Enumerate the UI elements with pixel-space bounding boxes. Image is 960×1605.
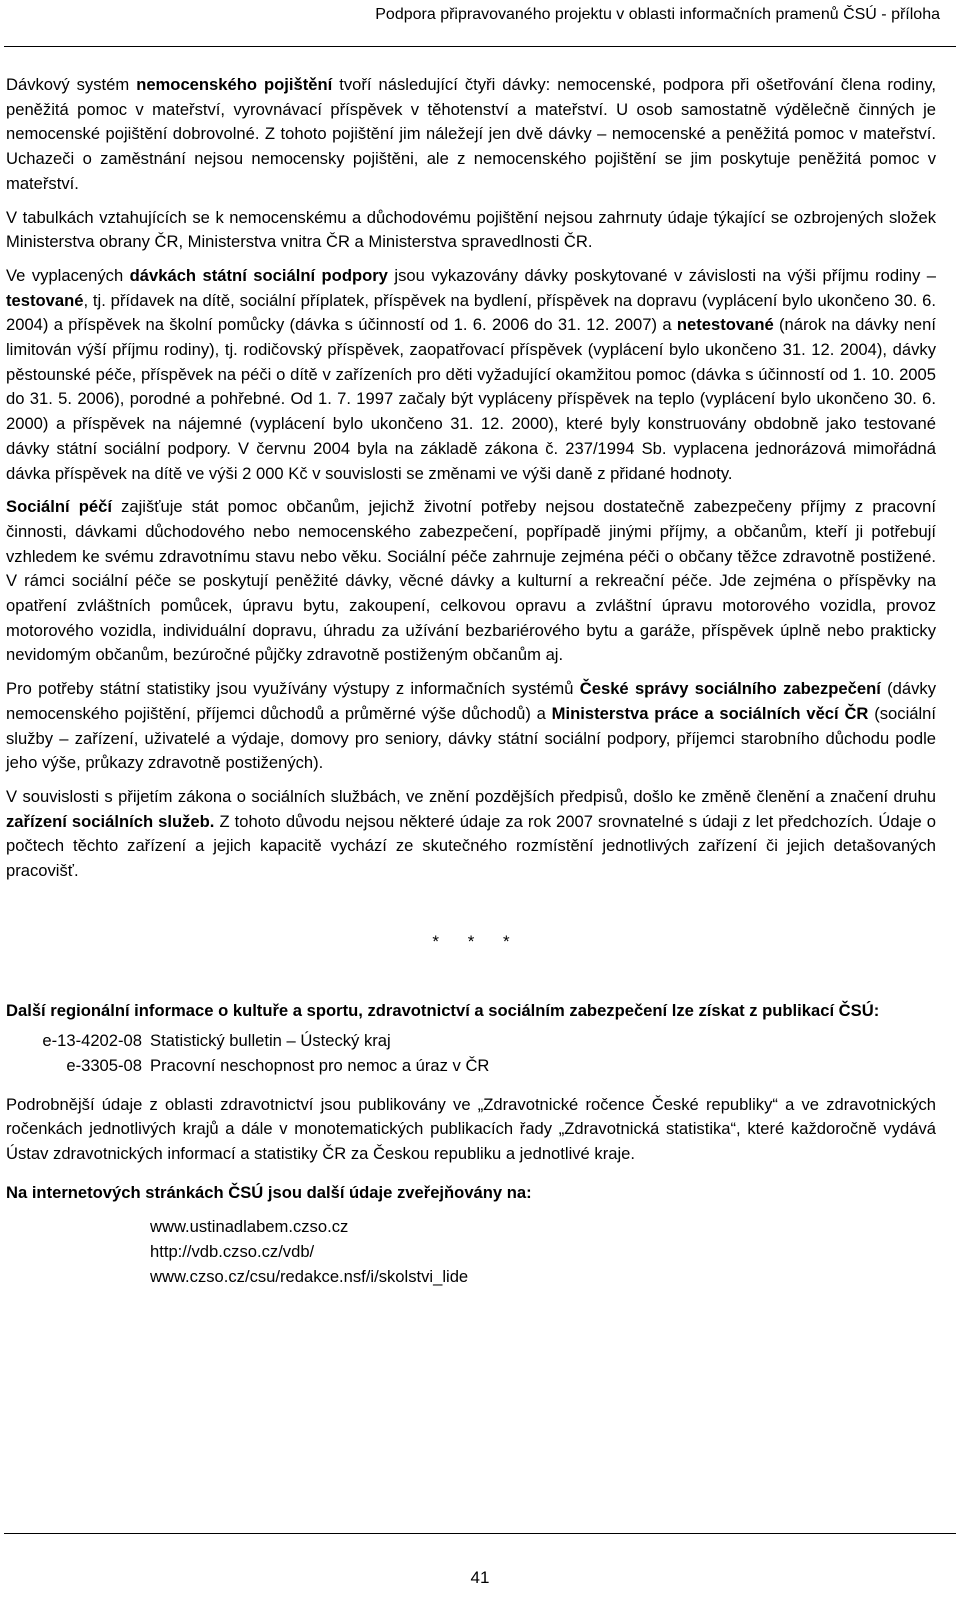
paragraph-social-care bbox=[6, 495, 936, 668]
text-run: Dávkový systém bbox=[6, 75, 137, 94]
bold-term: České správy sociálního zabezpečení bbox=[579, 679, 881, 699]
bold-term: nemocenského pojištění bbox=[136, 75, 333, 94]
separator-star: * bbox=[503, 931, 510, 951]
text-run: tvoří následující čtyři dávky: nemocenské, podpora při ošetřování člena rodiny, peněžitá pomoc v mateřství, vyrovnávací příspěvek v těhotenství a mateřství. U osob samostatně výdělečně činných je nemocenské pojištění dobrovolné. Z tohoto pojištění jim náležejí jen dvě dávky – nemocenské a peněžitá pomoc v mateřství. Uchazeči o zaměstnání nejsou nemocensky pojištěni, ale z nemocenského pojištění se jim poskytuje peněžitá pomoc v mateřství. bbox=[6, 75, 937, 193]
text-run: zajišťuje stát pomoc občanům, jejichž životní potřeby nejsou dostatečně zabezpečeny příjmy z pracovní činnosti, dávkami důchodového nebo nemocenského zabezpečení, popřípadě jinými příjmy, a občanům, kteří ji potřebují vzhledem ke svému zdravotnímu stavu nebo věku. Sociální péče zahrnuje zejména péči o občany těžce zdravotně postižené. V rámci sociální péče se poskytují peněžité dávky, věcné dávky a kulturní a rekreační péče. Jde zejména o příspěvky na opatření zvláštních pomůcek, úpravu bytu, zakoupení, celkovou opravu a zvláštní úpravu motorového vozidla, provoz motorového vozidla, individuální dopravu, úhradu za užívání bezbariérového bytu a garáže, příspěvek úplně nebo prakticky nevidomým občanům, bezúročné půjčky zdravotně postiženým občanům aj. bbox=[6, 497, 936, 665]
bold-term: Ministerstva práce a sociálních věcí ČR bbox=[551, 703, 869, 723]
bold-term: netestované bbox=[676, 315, 774, 335]
header-title: Podpora připravovaného projektu v oblasti informačních pramenů ČSÚ - příloha bbox=[375, 6, 940, 23]
bold-term: testované bbox=[6, 290, 84, 310]
publication-title: Statistický bulletin – Ústecký kraj bbox=[150, 1031, 391, 1051]
header-divider bbox=[4, 46, 956, 47]
document-body bbox=[6, 73, 936, 1290]
text-run: Z tohoto důvodu nejsou některé údaje za rok 2007 srovnatelné s údaji z let předchozích. Údaje o počtech těchto zařízení a jejich kapacitě vychází ze skutečného rozmístění jednotlivých zařízení či jejich detašovaných pracovišť. bbox=[6, 811, 936, 881]
publication-code: e-13-4202-08 bbox=[42, 1031, 142, 1051]
further-info-heading: Další regionální informace o kultuře a sportu, zdravotnictví a sociálním zabezpečení lze získat z publikací ČSÚ: bbox=[6, 1000, 880, 1020]
text-run: (sociální služby – zařízení, uživatelé a výdaje, domovy pro seniory, dávky státní sociální podpory, příjemci starobního důchodu podle jeho výše, průkazy zdravotně postižených). bbox=[6, 703, 937, 773]
separator-star: * bbox=[467, 931, 475, 951]
web-link[interactable]: www.czso.cz/csu/redakce.nsf/i/skolstvi_lide bbox=[150, 1266, 469, 1286]
paragraph-social-services-law bbox=[6, 785, 936, 884]
text-run: Pro potřeby státní statistiky jsou využívány výstupy z informačních systémů bbox=[6, 679, 580, 699]
text-run: Ve vyplacených bbox=[6, 265, 130, 285]
web-link[interactable]: www.ustinadlabem.czso.cz bbox=[150, 1217, 349, 1237]
text-run: V souvislosti s přijetím zákona o sociálních službách, ve znění pozdějších předpisů, došlo ke změně členění a značení druhu bbox=[6, 786, 936, 806]
section-separator bbox=[6, 930, 936, 955]
web-links-list bbox=[150, 1215, 936, 1289]
footer-divider bbox=[4, 1533, 956, 1534]
page-number: 41 bbox=[470, 1568, 490, 1587]
bold-term: Sociální péčí bbox=[6, 497, 112, 517]
paragraph-state-social-support bbox=[6, 264, 936, 486]
paragraph-health-publications: Podrobnější údaje z oblasti zdravotnictví jsou publikovány ve „Zdravotnické ročence České republiky“ a ve zdravotnických ročenkách jednotlivých krajů a dále v monotematických publikacích řady „Zdravotnická statistika“, které každoročně vydává Ústav zdravotnických informací a statistiky ČR za Českou republiku a jednotlivé kraje. bbox=[6, 1094, 936, 1164]
separator-star: * bbox=[432, 931, 439, 951]
publication-list bbox=[6, 1029, 936, 1078]
paragraph-sickness-insurance bbox=[6, 73, 936, 197]
text-run: jsou vykazovány dávky poskytované v závislosti na výši příjmu rodiny – bbox=[387, 265, 936, 285]
text-run: (nárok na dávky není limitován výší příjmu rodiny), tj. rodičovský příspěvek, zaopatřovací příspěvek (vyplácení bylo ukončeno 31. 12. 2004), dávky pěstounské péče, příspěvek na péči o dítě v zařízeních pro děti vyžadující okamžitou pomoc (dávka s účinností od 1. 10. 2005 do 31. 5. 2006), porodné a pohřebné. Od 1. 7. 1997 začaly být vypláceny příspěvek na teplo (vyplácení bylo ukončeno 30. 6. 2000) a příspěvek na nájemné (vyplácení bylo ukončeno 31. 12. 2000), které byly konstruovány obdobně jako testované dávky státní sociální podpory. V červnu 2004 byla na základě zákona č. 237/1994 Sb. vyplacena jednorázová mimořádná dávka příspěvek na dítě ve výši 2 000 Kč v souvislosti se změnami ve výši daně z přidané hodnoty. bbox=[6, 315, 936, 483]
publication-item bbox=[6, 1029, 936, 1054]
publication-item bbox=[6, 1054, 936, 1079]
text-run: V tabulkách vztahujících se k nemocenskému a důchodovému pojištění nejsou zahrnuty údaje týkající se ozbrojených složek Ministerstva obrany ČR, Ministerstva vnitra ČR a Ministerstva spravedlnosti ČR. bbox=[6, 207, 936, 252]
bold-term: zařízení sociálních služeb. bbox=[6, 811, 215, 831]
web-links-heading: Na internetových stránkách ČSÚ jsou další údaje zveřejňovány na: bbox=[6, 1182, 532, 1202]
web-link[interactable]: http://vdb.czso.cz/vdb/ bbox=[150, 1242, 315, 1262]
publication-title: Pracovní neschopnost pro nemoc a úraz v ČR bbox=[150, 1055, 490, 1075]
page-header bbox=[0, 0, 960, 48]
text-run: , tj. přídavek na dítě, sociální příplatek, příspěvek na bydlení, příspěvek na dopravu (vyplácení bylo ukončeno 30. 6. 2004) a příspěvek na školní pomůcky (dávka s účinností od 1. 6. 2006 do 31. 12. 2007) a bbox=[6, 290, 936, 335]
bold-term: dávkách státní sociální podpory bbox=[129, 265, 388, 285]
text-run: (dávky nemocenského pojištění, příjemci důchodů a průměrné výše důchodů) a bbox=[6, 679, 937, 723]
publication-code: e-3305-08 bbox=[66, 1055, 142, 1075]
paragraph-data-sources bbox=[6, 677, 936, 776]
paragraph-tables-note bbox=[6, 206, 936, 255]
